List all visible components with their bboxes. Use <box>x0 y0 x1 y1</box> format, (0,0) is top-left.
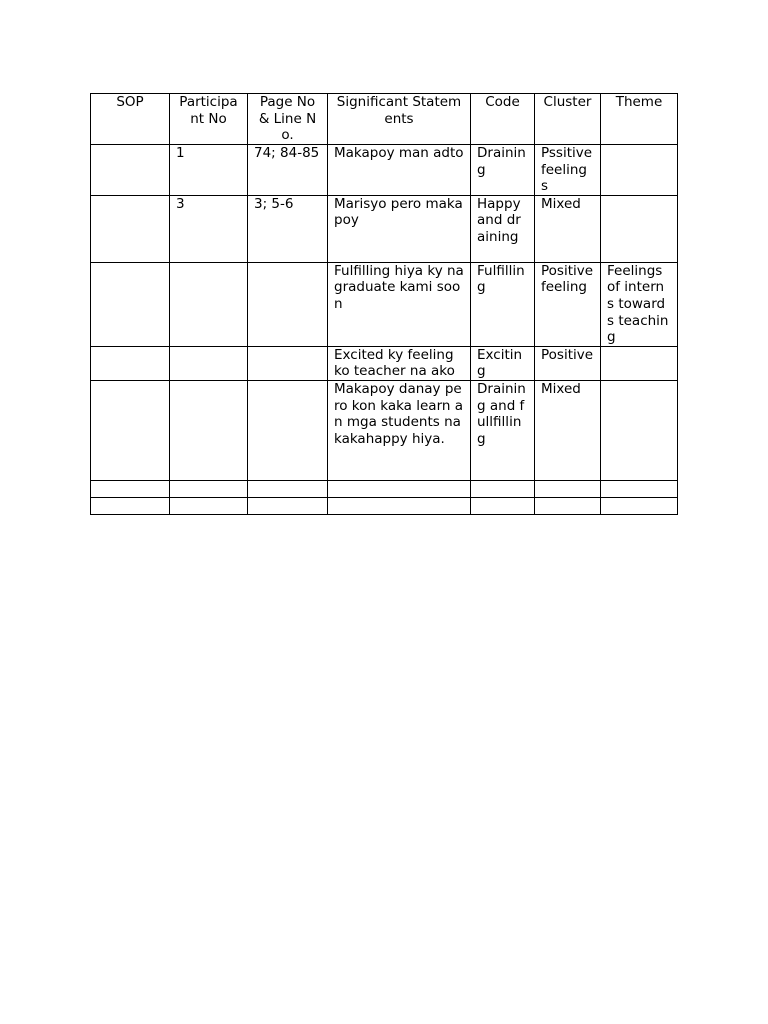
cell-code: Draining and fullfilling <box>471 380 535 480</box>
cell-sop <box>91 195 170 262</box>
header-significant-statements: Significant Statements <box>328 94 471 145</box>
cell-page-line-no: 3; 5-6 <box>248 195 328 262</box>
cell-cluster <box>535 497 601 514</box>
header-theme: Theme <box>601 94 678 145</box>
cell-page-line-no <box>248 346 328 380</box>
cell-sop <box>91 262 170 346</box>
cell-page-line-no: 74; 84-85 <box>248 145 328 196</box>
cell-cluster: Positive <box>535 346 601 380</box>
cell-page-line-no <box>248 497 328 514</box>
cell-code: Draining <box>471 145 535 196</box>
header-participant-no: Participa nt No <box>170 94 248 145</box>
cell-sop <box>91 480 170 497</box>
cell-participant-no <box>170 380 248 480</box>
cell-sop <box>91 346 170 380</box>
cell-significant-statement: Makapoy danay pero kon kaka learn an mga students nakakahappy hiya. <box>328 380 471 480</box>
header-sop: SOP <box>91 94 170 145</box>
cell-significant-statement <box>328 480 471 497</box>
table-row <box>91 145 678 196</box>
header-code: Code <box>471 94 535 145</box>
table-row <box>91 262 678 346</box>
cell-theme <box>601 145 678 196</box>
cell-sop <box>91 145 170 196</box>
cell-cluster: Positive feeling <box>535 262 601 346</box>
table-row <box>91 497 678 514</box>
header-cluster: Cluster <box>535 94 601 145</box>
cell-participant-no: 3 <box>170 195 248 262</box>
cell-participant-no <box>170 346 248 380</box>
cell-significant-statement: Marisyo pero makapoy <box>328 195 471 262</box>
header-page-line-no: Page No & Line No. <box>248 94 328 145</box>
cell-code <box>471 480 535 497</box>
cell-theme <box>601 380 678 480</box>
cell-cluster <box>535 480 601 497</box>
cell-cluster: Mixed <box>535 380 601 480</box>
table-row <box>91 195 678 262</box>
cell-code: Exciting <box>471 346 535 380</box>
table-row <box>91 380 678 480</box>
table-row <box>91 346 678 380</box>
cell-code: Happy and draining <box>471 195 535 262</box>
table-header-row <box>91 94 678 145</box>
cell-code <box>471 497 535 514</box>
cell-page-line-no <box>248 380 328 480</box>
cell-theme <box>601 346 678 380</box>
cell-page-line-no <box>248 262 328 346</box>
cell-participant-no <box>170 497 248 514</box>
cell-cluster: Pssitive feelings <box>535 145 601 196</box>
cell-participant-no: 1 <box>170 145 248 196</box>
cell-theme: Feelings of interns towards teaching <box>601 262 678 346</box>
cell-participant-no <box>170 262 248 346</box>
cell-cluster: Mixed <box>535 195 601 262</box>
cell-significant-statement: Makapoy man adto <box>328 145 471 196</box>
cell-significant-statement: Excited ky feeling ko teacher na ako <box>328 346 471 380</box>
table-row <box>91 480 678 497</box>
cell-code: Fulfilling <box>471 262 535 346</box>
cell-participant-no <box>170 480 248 497</box>
cell-significant-statement <box>328 497 471 514</box>
cell-sop <box>91 380 170 480</box>
cell-significant-statement: Fulfilling hiya ky na graduate kami soon <box>328 262 471 346</box>
cell-theme <box>601 195 678 262</box>
cell-sop <box>91 497 170 514</box>
cell-page-line-no <box>248 480 328 497</box>
coding-table <box>90 93 678 515</box>
cell-theme <box>601 480 678 497</box>
cell-theme <box>601 497 678 514</box>
